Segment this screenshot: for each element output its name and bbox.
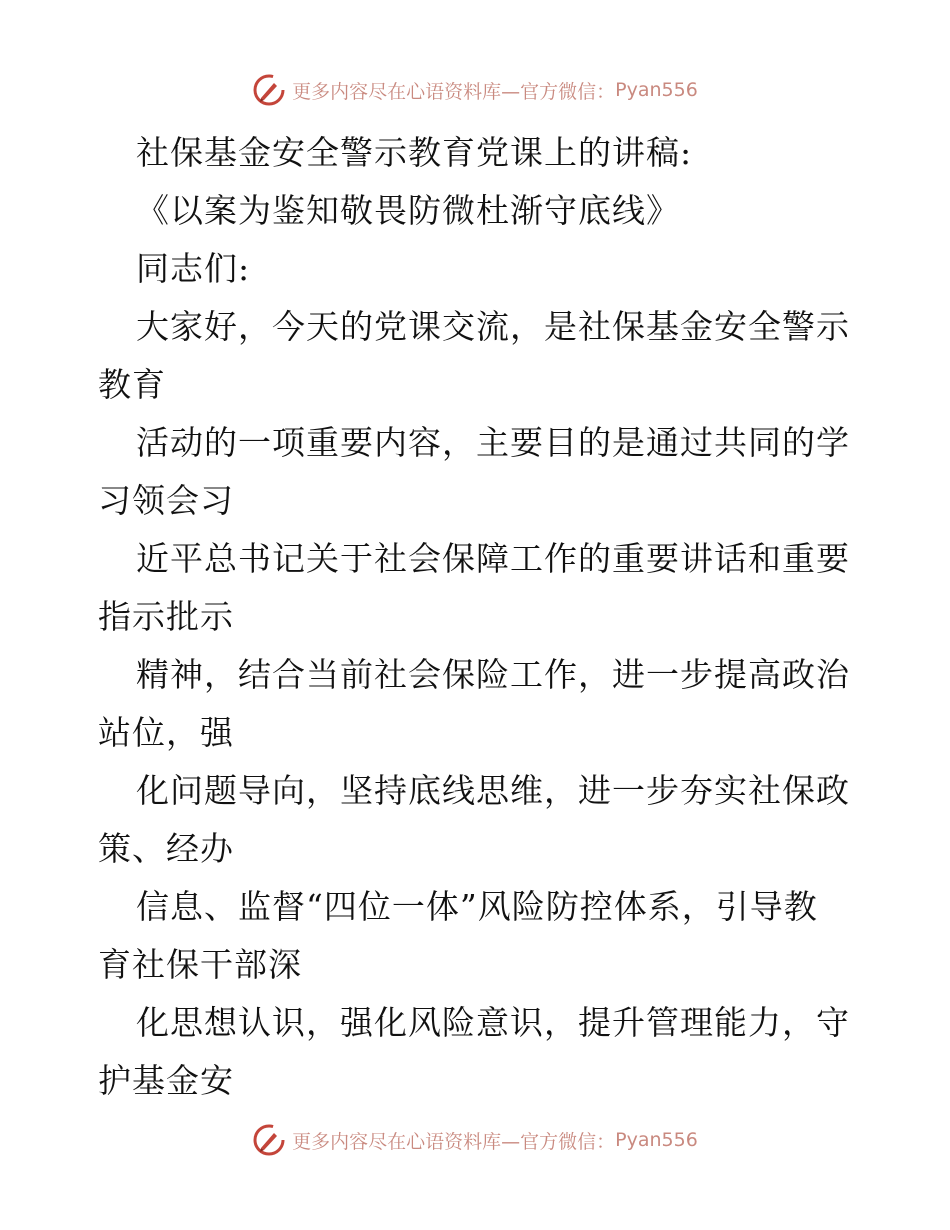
document-line: 护基金安 — [98, 1061, 234, 1100]
document-line: 大家好，今天的党课交流，是社保基金安全警示 — [136, 307, 850, 346]
footer-wechat-id: Pyan556 — [615, 1129, 698, 1151]
header-wechat-id: Pyan556 — [615, 79, 698, 101]
pen-nib-logo-icon — [252, 73, 286, 107]
document-line: 指示批示 — [98, 597, 234, 636]
document-line: 站位，强 — [98, 713, 234, 752]
document-line: 精神，结合当前社会保险工作，进一步提高政治 — [136, 655, 850, 694]
document-line: 信息、监督“四位一体”风险防控体系，引导教 — [136, 887, 818, 926]
document-body — [98, 124, 858, 1110]
footer-watermark-text: 更多内容尽在心语资料库—官方微信： — [292, 1130, 616, 1153]
document-line: 近平总书记关于社会保障工作的重要讲话和重要 — [136, 539, 850, 578]
header-watermark-text: 更多内容尽在心语资料库—官方微信： — [292, 80, 616, 103]
footer-watermark — [0, 1120, 950, 1160]
pen-nib-logo-icon — [252, 1123, 286, 1157]
document-line: 策、经办 — [98, 829, 234, 868]
document-line: 教育 — [98, 365, 166, 404]
document-line: 化问题导向，坚持底线思维，进一步夯实社保政 — [136, 771, 850, 810]
document-line: 育社保干部深 — [98, 945, 302, 984]
document-line: 同志们: — [136, 249, 251, 288]
document-line: 习领会习 — [98, 481, 234, 520]
document-line: 化思想认识，强化风险意识，提升管理能力，守 — [136, 1003, 850, 1042]
document-line: 活动的一项重要内容，主要目的是通过共同的学 — [136, 423, 850, 462]
document-line: 社保基金安全警示教育党课上的讲稿: — [136, 133, 693, 172]
header-watermark — [0, 70, 950, 110]
document-line: 《以案为鉴知敬畏防微杜渐守底线》 — [136, 191, 680, 230]
